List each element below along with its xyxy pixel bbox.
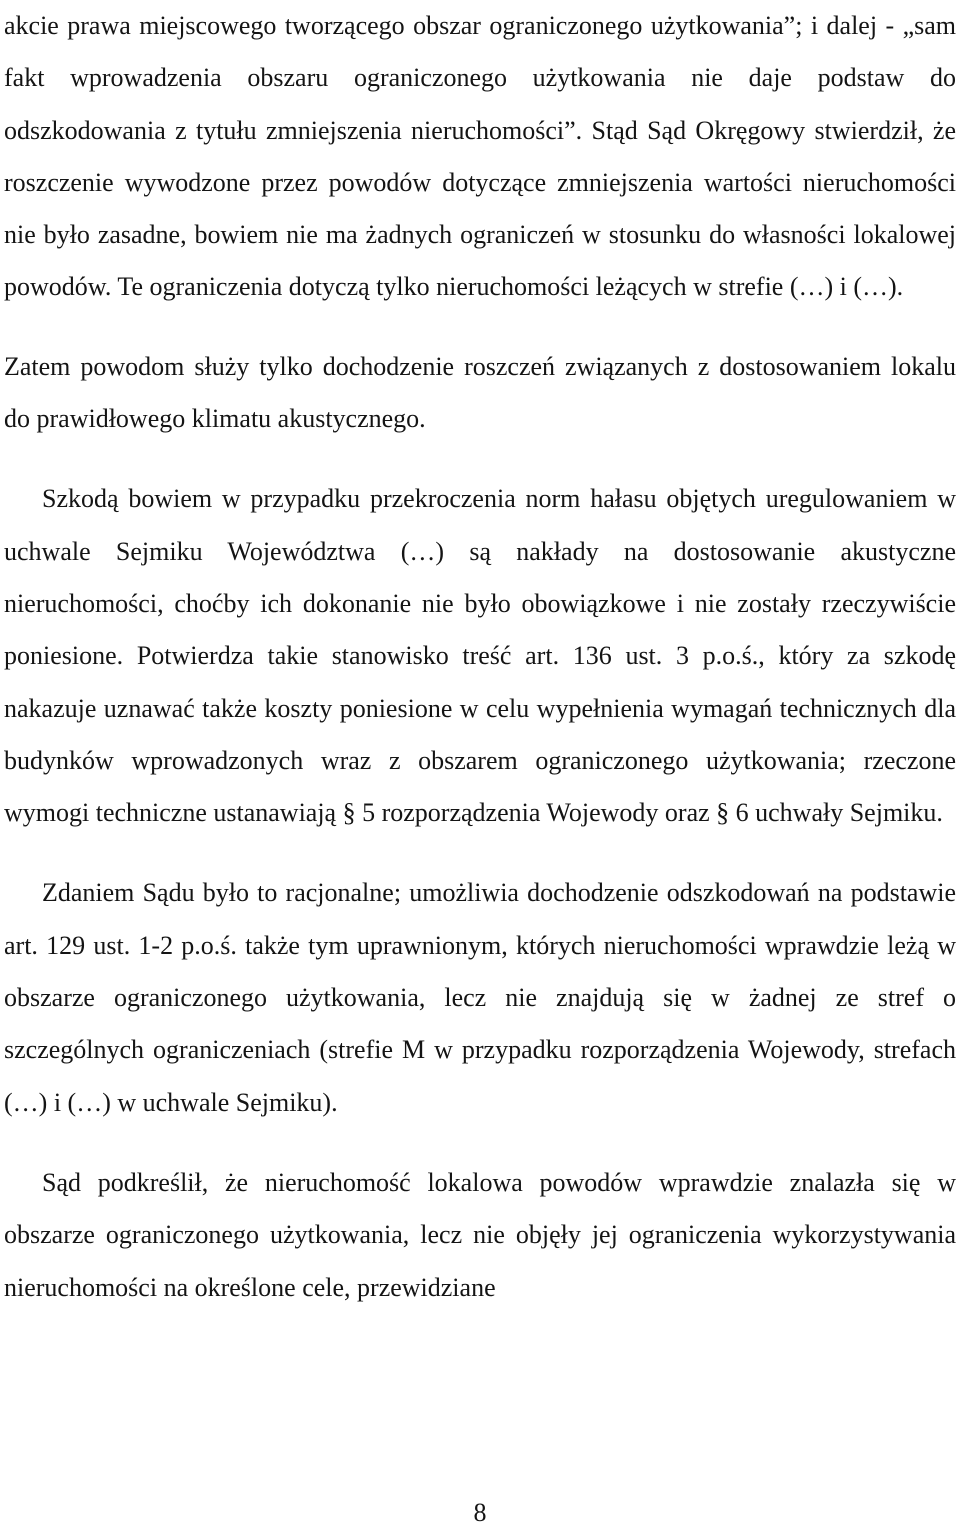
paragraph-court-opinion: Zdaniem Sądu było to racjonalne; umożliwia dochodzenie odszkodowań na podstawie art. 129 ust. 1-2 p.o.ś. także tym uprawnionym, których nieruchomości wprawdzie leżą w obszarze ograniczonego użytkowania, lecz nie znajdują się w żadnej ze stref o szczególnych ograniczeniach (strefie M w przypadku rozporządzenia Wojewody, strefach (…) i (…) w uchwale Sejmiku).	[4, 878, 956, 1117]
page-number: 8	[473, 1498, 487, 1527]
paragraph-damage-definition: Szkodą bowiem w przypadku przekroczenia norm hałasu objętych uregulowaniem w uchwale Sejmiku Województwa (…) są nakłady na dostosowanie akustyczne nieruchomości, choćby ich dokonanie nie było obowiązkowe i nie zostały rzeczywiście poniesione. Potwierdza takie stanowisko treść art. 136 ust. 3 p.o.ś., który za szkodę nakazuje uznawać także koszty poniesione w celu wypełnienia wymagań technicznych dla budynków wprowadzonych wraz z obszarem ograniczonego użytkowania; rzeczone wymogi techniczne ustanawiają § 5 rozporządzenia Wojewody oraz § 6 uchwały Sejmiku.	[4, 484, 956, 828]
paragraph-claims-acoustic: Zatem powodom służy tylko dochodzenie roszczeń związanych z dostosowaniem lokalu do prawidłowego klimatu akustycznego.	[4, 351, 956, 434]
paragraph-court-emphasis: Sąd podkreślił, że nieruchomość lokalowa powodów wprawdzie znalazła się w obszarze ograniczonego użytkowania, lecz nie objęły jej ograniczenia wykorzystywania nieruchomości na określone cele, przewidziane	[4, 1167, 956, 1302]
document-page	[4, 0, 956, 1314]
paragraph-oou-limits: akcie prawa miejscowego tworzącego obszar ograniczonego użytkowania”; i dalej - „sam fakt wprowadzenia obszaru ograniczonego użytkowania nie daje podstaw do odszkodowania z tytułu zmniejszenia nieruchomości”. Stąd Sąd Okręgowy stwierdził, że roszczenie wywodzone przez powodów dotyczące zmniejszenia wartości nieruchomości nie było zasadne, bowiem nie ma żadnych ograniczeń w stosunku do własności lokalowej powodów. Te ograniczenia dotyczą tylko nieruchomości leżących w strefie (…) i (…).	[4, 11, 956, 302]
